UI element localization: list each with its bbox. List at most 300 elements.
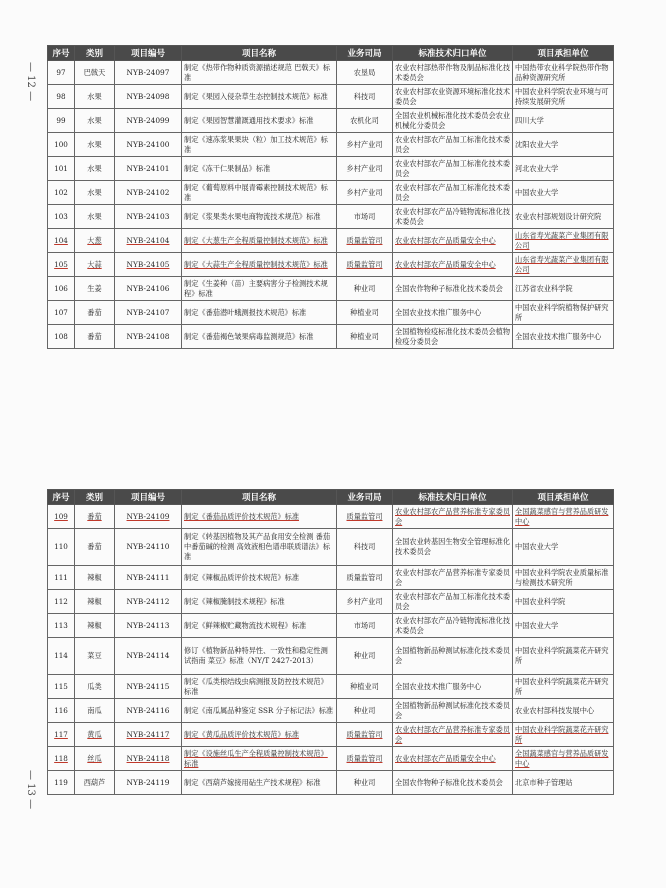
header-bureau: 业务司局 — [337, 46, 393, 61]
cell-committee-text: 全国农作物种子标准化技术委员会 — [395, 777, 503, 787]
cell-bureau-text: 质量监管司 — [346, 511, 383, 521]
cell-unit — [513, 229, 614, 253]
cell-code-text: NYB-24118 — [126, 753, 170, 763]
cell-category — [75, 614, 115, 638]
cell-unit-text: 四川大学 — [515, 115, 544, 125]
cell-code-text: NYB-24116 — [126, 705, 170, 715]
cell-category-text: 水果 — [87, 139, 102, 149]
table-row — [48, 277, 614, 301]
cell-name-text: 制定《果园智慧灌溉通用技术要求》标准 — [184, 115, 314, 125]
cell-code — [115, 675, 182, 699]
cell-code — [115, 205, 182, 229]
cell-bureau — [337, 229, 393, 253]
standards-table-lower — [47, 489, 614, 795]
table-row — [48, 253, 614, 277]
header-bureau: 业务司局 — [337, 490, 393, 505]
cell-category — [75, 675, 115, 699]
cell-unit-text: 河北农业大学 — [515, 163, 559, 173]
cell-name-text: 制定《浆果类水果电商物流技术规范》标准 — [184, 211, 321, 221]
cell-committee — [393, 253, 513, 277]
header-category: 类别 — [75, 46, 115, 61]
cell-code — [115, 529, 182, 566]
table-row — [48, 85, 614, 109]
table-row — [48, 325, 614, 349]
cell-no — [48, 85, 75, 109]
cell-unit — [513, 771, 614, 795]
cell-no-text: 104 — [54, 235, 68, 245]
cell-no-text: 106 — [54, 283, 68, 293]
table-row — [48, 590, 614, 614]
cell-category-text: 番茄 — [87, 542, 102, 551]
cell-unit — [513, 325, 614, 349]
header-unit: 项目承担单位 — [513, 46, 614, 61]
table-row — [48, 301, 614, 325]
cell-code — [115, 229, 182, 253]
cell-unit-text: 全国蔬菜感官与营养品质研发中心 — [515, 748, 609, 768]
cell-category-text: 大葱 — [87, 235, 102, 245]
cell-committee-text: 农业农村部农产品质量安全中心 — [395, 235, 496, 245]
table-row — [48, 614, 614, 638]
cell-no — [48, 109, 75, 133]
cell-code — [115, 771, 182, 795]
cell-bureau — [337, 505, 393, 529]
table-row — [48, 133, 614, 157]
cell-name-text: 制定《果园入侵杂草生态控制技术规范》标准 — [184, 91, 328, 101]
cell-no — [48, 638, 75, 675]
cell-no — [48, 301, 75, 325]
cell-category — [75, 277, 115, 301]
cell-unit — [513, 566, 614, 590]
cell-bureau — [337, 277, 393, 301]
table-row — [48, 505, 614, 529]
cell-committee-text: 农业农村部农产品冷链物流标准化技术委员会 — [395, 615, 511, 635]
cell-category-text: 水果 — [87, 187, 102, 197]
cell-committee-text: 全国植物新品种测试标准化技术委员会 — [395, 646, 511, 665]
cell-no-text: 119 — [54, 777, 68, 787]
cell-code — [115, 253, 182, 277]
cell-unit-text: 江苏省农业科学院 — [515, 283, 573, 293]
table-row — [48, 771, 614, 795]
cell-bureau — [337, 590, 393, 614]
cell-bureau — [337, 157, 393, 181]
cell-category-text: 水果 — [87, 115, 102, 125]
page-number-bottom: — 13 — — [25, 770, 36, 810]
cell-category-text: 大蒜 — [87, 259, 102, 269]
cell-no — [48, 157, 75, 181]
cell-bureau — [337, 325, 393, 349]
cell-code-text: NYB-24101 — [126, 163, 170, 173]
cell-bureau-text: 科技司 — [353, 542, 376, 551]
cell-name-text: 制定《辣椒品质评价技术规范》标准 — [184, 572, 300, 582]
cell-code — [115, 325, 182, 349]
cell-category — [75, 723, 115, 747]
cell-category-text: 辣椒 — [87, 620, 102, 630]
cell-unit-text: 全国农业技术推广服务中心 — [515, 331, 602, 341]
cell-committee-text: 农业农村部农产品加工标准化技术委员会 — [395, 158, 511, 178]
cell-category-text: 巴戟天 — [83, 67, 106, 77]
header-no: 序号 — [48, 490, 75, 505]
cell-committee-text: 全国农业机械标准化技术委员会农业机械化分委员会 — [395, 110, 511, 130]
cell-code — [115, 301, 182, 325]
cell-no-text: 117 — [54, 729, 68, 739]
cell-bureau — [337, 301, 393, 325]
cell-unit-text: 北京市种子管理站 — [515, 777, 573, 787]
table-row — [48, 566, 614, 590]
cell-name — [182, 301, 337, 325]
cell-unit — [513, 253, 614, 277]
cell-bureau-text: 种植业司 — [350, 331, 379, 341]
cell-code — [115, 723, 182, 747]
cell-name — [182, 723, 337, 747]
cell-no — [48, 723, 75, 747]
cell-bureau — [337, 61, 393, 85]
cell-bureau — [337, 109, 393, 133]
cell-no-text: 108 — [54, 331, 68, 341]
cell-code-text: NYB-24100 — [126, 139, 170, 149]
cell-committee — [393, 157, 513, 181]
cell-name — [182, 277, 337, 301]
cell-unit — [513, 277, 614, 301]
cell-code — [115, 133, 182, 157]
cell-name-text: 制定《冻干仁果制品》标准 — [184, 163, 271, 173]
table-header-row — [48, 490, 614, 505]
cell-unit — [513, 723, 614, 747]
cell-category-text: 生姜 — [87, 283, 102, 293]
cell-committee-text: 全国植物检疫标准化技术委员会植物检疫分委员会 — [395, 326, 511, 346]
cell-category — [75, 109, 115, 133]
cell-name — [182, 109, 337, 133]
cell-category — [75, 85, 115, 109]
cell-unit-text: 沈阳农业大学 — [515, 139, 559, 149]
cell-name — [182, 529, 337, 566]
cell-no — [48, 277, 75, 301]
cell-code — [115, 157, 182, 181]
cell-no — [48, 505, 75, 529]
table-header-row — [48, 46, 614, 61]
cell-unit-text: 中国农业科学院农业环境与可持续发展研究所 — [515, 86, 609, 106]
cell-category — [75, 771, 115, 795]
cell-name — [182, 133, 337, 157]
cell-committee-text: 全国农业转基因生物安全管理标准化技术委员会 — [395, 537, 511, 556]
cell-bureau-text: 农垦局 — [353, 67, 376, 77]
cell-unit — [513, 181, 614, 205]
cell-category-text: 番茄 — [87, 511, 102, 521]
cell-code-text: NYB-24119 — [126, 777, 170, 787]
cell-unit — [513, 61, 614, 85]
cell-unit — [513, 85, 614, 109]
cell-category — [75, 638, 115, 675]
cell-no-text: 113 — [54, 620, 68, 630]
cell-bureau-text: 乡村产业司 — [346, 596, 383, 606]
cell-unit — [513, 133, 614, 157]
cell-no-text: 107 — [54, 307, 68, 317]
cell-unit-text: 中国农业大学 — [515, 542, 559, 551]
cell-bureau — [337, 614, 393, 638]
cell-unit-text: 农业农村部规划设计研究院 — [515, 211, 602, 221]
cell-category — [75, 325, 115, 349]
cell-category-text: 辣椒 — [87, 572, 102, 582]
cell-no — [48, 325, 75, 349]
cell-no-text: 112 — [54, 596, 68, 606]
cell-no — [48, 61, 75, 85]
cell-committee-text: 农业农村部农业资源环境标准化技术委员会 — [395, 86, 511, 106]
cell-no-text: 97 — [56, 67, 66, 77]
cell-name-text: 制定《番茄品质评价技术规范》标准 — [184, 511, 300, 521]
cell-committee-text: 全国农业技术推广服务中心 — [395, 681, 482, 691]
cell-no-text: 100 — [54, 139, 68, 149]
cell-unit — [513, 590, 614, 614]
table-body-lower — [48, 505, 614, 795]
cell-name-text: 制定《转基因植物及其产品食用安全检测 番茄中番茄碱的检测 高效液相色谱串联质谱法》标准 — [184, 532, 331, 561]
cell-committee-text: 农业农村部农产品加工标准化技术委员会 — [395, 182, 511, 202]
cell-bureau-text: 种业司 — [353, 705, 376, 715]
cell-committee-text: 农业农村部农产品营养标准专家委员会 — [395, 724, 511, 744]
cell-bureau-text: 乡村产业司 — [346, 187, 383, 197]
cell-bureau — [337, 85, 393, 109]
cell-bureau-text: 种植业司 — [350, 307, 379, 317]
cell-name-text: 制定《大葱生产全程质量控制技术规范》标准 — [184, 235, 328, 245]
cell-name — [182, 157, 337, 181]
cell-no — [48, 133, 75, 157]
cell-bureau — [337, 723, 393, 747]
cell-bureau-text: 种业司 — [353, 283, 376, 293]
cell-committee-text: 农业农村部农产品营养标准专家委员会 — [395, 567, 511, 587]
cell-bureau-text: 乡村产业司 — [346, 163, 383, 173]
cell-bureau — [337, 253, 393, 277]
cell-code-text: NYB-24105 — [126, 259, 170, 269]
cell-unit — [513, 205, 614, 229]
cell-category — [75, 529, 115, 566]
cell-bureau-text: 种植业司 — [350, 681, 379, 691]
cell-code-text: NYB-24103 — [126, 211, 170, 221]
cell-code — [115, 277, 182, 301]
cell-name — [182, 566, 337, 590]
cell-name-text: 制定《黄瓜品质评价技术规范》标准 — [184, 729, 300, 739]
cell-name-text: 制定《西葫芦嫁接用砧生产技术规程》标准 — [184, 777, 321, 787]
cell-bureau-text: 乡村产业司 — [346, 139, 383, 149]
cell-name-text: 制定《辣椒腌制技术规程》标准 — [184, 596, 285, 606]
cell-committee — [393, 325, 513, 349]
cell-no-text: 102 — [54, 187, 68, 197]
cell-category — [75, 505, 115, 529]
cell-unit-text: 中国农业科学院植物保护研究所 — [515, 302, 609, 322]
cell-category-text: 西葫芦 — [83, 777, 106, 787]
header-no: 序号 — [48, 46, 75, 61]
header-unit: 项目承担单位 — [513, 490, 614, 505]
cell-no-text: 103 — [54, 211, 68, 221]
cell-no-text: 98 — [56, 91, 66, 101]
cell-name — [182, 205, 337, 229]
cell-code — [115, 61, 182, 85]
cell-unit — [513, 747, 614, 771]
cell-committee — [393, 614, 513, 638]
cell-name — [182, 590, 337, 614]
cell-no — [48, 675, 75, 699]
cell-bureau-text: 农机化司 — [350, 115, 379, 125]
cell-no-text: 118 — [54, 753, 68, 763]
cell-category-text: 菜豆 — [87, 651, 102, 660]
table-row — [48, 638, 614, 675]
cell-name — [182, 505, 337, 529]
cell-name — [182, 675, 337, 699]
cell-name — [182, 181, 337, 205]
cell-committee — [393, 771, 513, 795]
cell-bureau-text: 市场司 — [353, 620, 376, 630]
cell-committee — [393, 638, 513, 675]
cell-name — [182, 61, 337, 85]
cell-no — [48, 747, 75, 771]
cell-code-text: NYB-24097 — [126, 67, 170, 77]
cell-committee-text: 农业农村部农产品冷链物流标准化技术委员会 — [395, 206, 511, 226]
cell-committee — [393, 181, 513, 205]
cell-code-text: NYB-24104 — [126, 235, 170, 245]
cell-code-text: NYB-24115 — [126, 681, 170, 691]
cell-category — [75, 133, 115, 157]
cell-unit — [513, 614, 614, 638]
cell-name — [182, 253, 337, 277]
cell-name-text: 制定《南瓜属品种鉴定 SSR 分子标记法》标准 — [184, 705, 334, 715]
cell-name — [182, 747, 337, 771]
cell-unit — [513, 505, 614, 529]
header-name: 项目名称 — [182, 46, 337, 61]
cell-bureau — [337, 133, 393, 157]
table-row — [48, 109, 614, 133]
cell-category-text: 水果 — [87, 91, 102, 101]
cell-category — [75, 747, 115, 771]
cell-no-text: 109 — [54, 511, 68, 521]
cell-no-text: 114 — [54, 651, 68, 660]
cell-unit — [513, 109, 614, 133]
cell-bureau-text: 质量监管司 — [346, 753, 383, 763]
cell-code-text: NYB-24112 — [126, 596, 170, 606]
standards-table-upper — [47, 45, 614, 349]
cell-category — [75, 253, 115, 277]
cell-code-text: NYB-24113 — [126, 620, 170, 630]
cell-name — [182, 771, 337, 795]
table-row — [48, 529, 614, 566]
cell-name-text: 制定《鲜辣椒贮藏物流技术规程》标准 — [184, 620, 307, 630]
cell-committee — [393, 590, 513, 614]
cell-name-text: 制定《生姜种（苗）主要病害分子检测技术规程》标准 — [184, 278, 328, 298]
cell-code-text: NYB-24108 — [126, 331, 170, 341]
cell-category — [75, 699, 115, 723]
header-name: 项目名称 — [182, 490, 337, 505]
cell-code — [115, 181, 182, 205]
cell-unit-text: 中国农业科学院蔬菜花卉研究所 — [515, 676, 609, 696]
cell-no-text: 115 — [54, 681, 68, 691]
cell-committee — [393, 229, 513, 253]
cell-committee — [393, 675, 513, 699]
cell-no-text: 110 — [54, 542, 68, 551]
cell-committee — [393, 61, 513, 85]
cell-category-text: 番茄 — [87, 331, 102, 341]
cell-bureau-text: 科技司 — [353, 91, 376, 101]
cell-committee-text: 农业农村部农产品营养标准专家委员会 — [395, 506, 511, 526]
cell-bureau — [337, 699, 393, 723]
cell-no — [48, 181, 75, 205]
table-row — [48, 699, 614, 723]
cell-name-text: 制定《热带作物种质资源描述规范 巴戟天》标准 — [184, 62, 331, 82]
cell-name — [182, 85, 337, 109]
cell-name — [182, 699, 337, 723]
cell-bureau-text: 种业司 — [353, 651, 376, 660]
cell-committee — [393, 133, 513, 157]
cell-name — [182, 325, 337, 349]
cell-no — [48, 771, 75, 795]
cell-unit — [513, 638, 614, 675]
cell-committee — [393, 747, 513, 771]
cell-category-text: 丝瓜 — [87, 753, 102, 763]
cell-code — [115, 699, 182, 723]
cell-name — [182, 614, 337, 638]
cell-committee — [393, 109, 513, 133]
cell-no — [48, 529, 75, 566]
table-row — [48, 229, 614, 253]
cell-code — [115, 505, 182, 529]
cell-bureau — [337, 638, 393, 675]
cell-code — [115, 638, 182, 675]
cell-category-text: 水果 — [87, 163, 102, 173]
table-row — [48, 723, 614, 747]
cell-bureau — [337, 675, 393, 699]
cell-name-text: 制定《速冻浆果果块（粒）加工技术规范》标准 — [184, 134, 328, 154]
cell-committee-text: 全国农作物种子标准化技术委员会 — [395, 283, 503, 293]
cell-committee — [393, 529, 513, 566]
table-row — [48, 675, 614, 699]
cell-code-text: NYB-24098 — [126, 91, 170, 101]
cell-no — [48, 205, 75, 229]
cell-name-text: 制定《瓜类根结线虫病测报及防控技术规范》标准 — [184, 676, 328, 696]
cell-committee — [393, 566, 513, 590]
cell-unit-text: 中国农业大学 — [515, 187, 559, 197]
cell-committee — [393, 505, 513, 529]
cell-category-text: 水果 — [87, 211, 102, 221]
cell-name — [182, 638, 337, 675]
cell-bureau-text: 质量监管司 — [346, 259, 383, 269]
cell-category — [75, 157, 115, 181]
cell-category-text: 黄瓜 — [87, 729, 102, 739]
cell-bureau — [337, 747, 393, 771]
cell-no — [48, 590, 75, 614]
cell-bureau — [337, 181, 393, 205]
cell-unit — [513, 529, 614, 566]
table-row — [48, 61, 614, 85]
cell-committee — [393, 85, 513, 109]
cell-committee-text: 农业农村部农产品加工标准化技术委员会 — [395, 134, 511, 154]
table-body-upper — [48, 61, 614, 349]
cell-no-text: 99 — [56, 115, 66, 125]
cell-bureau-text: 种业司 — [353, 777, 376, 787]
cell-category — [75, 301, 115, 325]
cell-name-text: 制定《番茄褐色皱果病毒监测规范》标准 — [184, 331, 314, 341]
cell-category — [75, 205, 115, 229]
cell-committee — [393, 301, 513, 325]
cell-unit-text: 山东省寿光蔬菜产业集团有限公司 — [515, 254, 609, 274]
cell-bureau-text: 质量监管司 — [346, 235, 383, 245]
cell-committee-text: 全国农业技术推广服务中心 — [395, 307, 482, 317]
cell-code-text: NYB-24107 — [126, 307, 170, 317]
cell-no — [48, 699, 75, 723]
cell-committee — [393, 699, 513, 723]
cell-code-text: NYB-24114 — [126, 651, 170, 660]
cell-category — [75, 181, 115, 205]
cell-no — [48, 614, 75, 638]
cell-bureau-text: 市场司 — [353, 211, 376, 221]
cell-name-text: 制定《大蒜生产全程质量控制技术规范》标准 — [184, 259, 328, 269]
header-committee: 标准技术归口单位 — [393, 46, 513, 61]
table-row — [48, 205, 614, 229]
cell-unit-text: 中国农业科学院蔬菜花卉研究所 — [515, 724, 609, 744]
